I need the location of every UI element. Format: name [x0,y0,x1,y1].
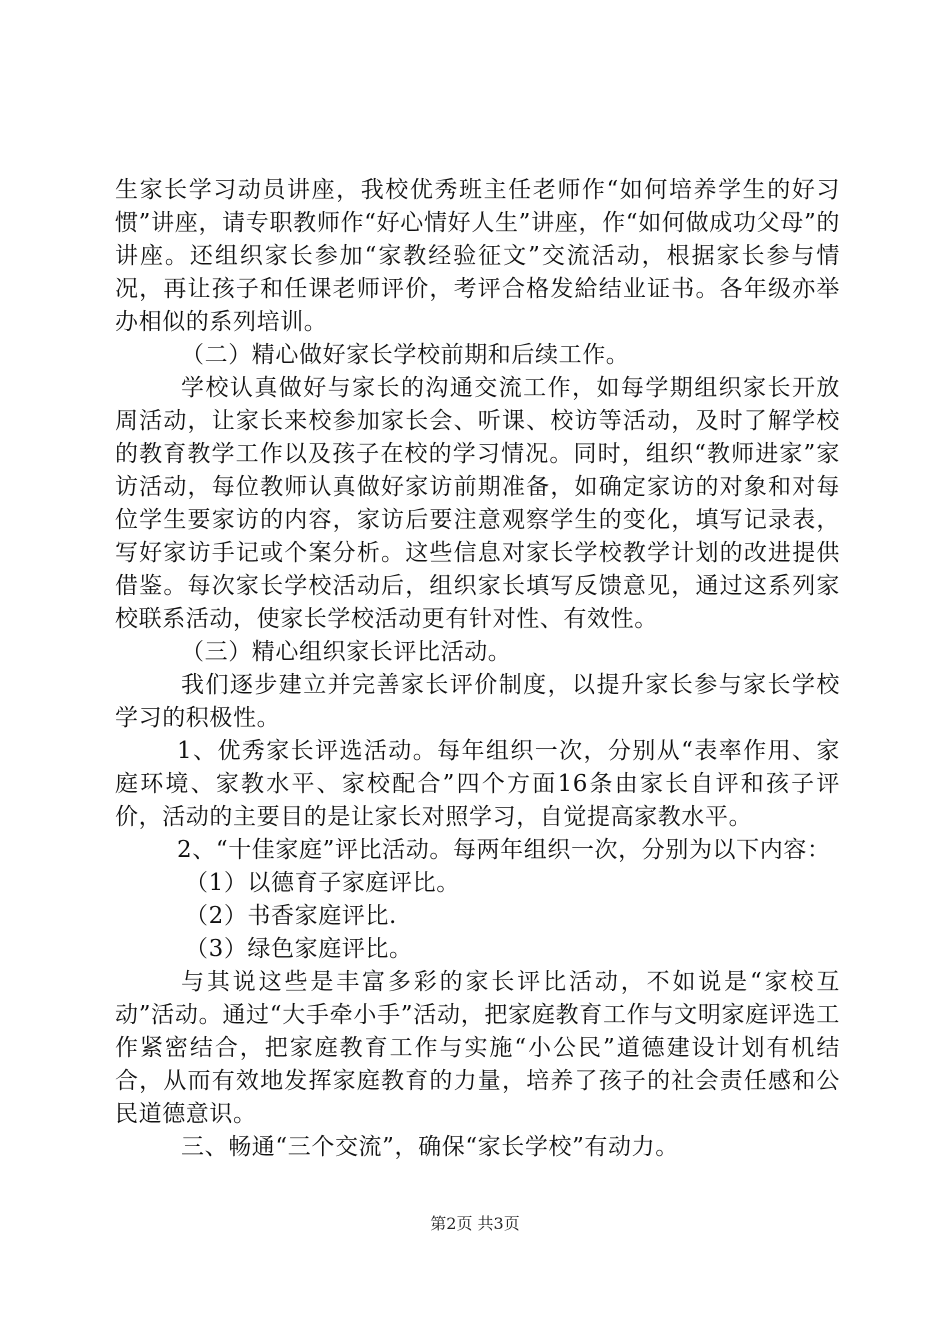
paragraph-item-2: 2、“十佳家庭”评比活动。每两年组织一次，分别为以下内容： [177,837,831,863]
paragraph-item-1: 1、优秀家长评选活动。每年组织一次，分别从“表率作用、家庭环境、家教水平、家校配合”四个方面16条由家长自评和孩子评价，活动的主要目的是让家长对照学习，自觉提高家教水平。 [115,738,840,830]
section-heading-2: （二）精心做好家长学校前期和后续工作。 [181,342,630,368]
list-item-2: （2）书香家庭评比. [185,903,397,929]
section-heading-3: （三）精心组织家长评比活动。 [181,639,512,665]
paragraph-communication: 学校认真做好与家长的沟通交流工作，如每学期组织家长开放周活动，让家长来校参加家长会、听课、校访等活动，及时了解学校的教育教学工作以及孩子在校的学习情况。同时，组织“教师进家”家访活动，每位教师认真做好家访前期准备，如确定家访的对象和对每位学生要家访的内容，家访后要注意观察学生的变化，填写记录表，写好家访手记或个案分析。这些信息对家长学校教学计划的改进提供借鉴。每次家长学校活动后，组织家长填写反馈意见，通过这系列家校联系活动，使家长学校活动更有针对性、有效性。 [115,375,840,632]
list-item-3: （3）绿色家庭评比。 [185,936,413,962]
paragraph-evaluation-system: 我们逐步建立并完善家长评价制度，以提升家长参与家长学校学习的积极性。 [115,672,840,731]
paragraph-interaction: 与其说这些是丰富多彩的家长评比活动，不如说是“家校互动”活动。通过“大手牵小手”活动，把家庭教育工作与文明家庭评选工作紧密结合，把家庭教育工作与实施“小公民”道德建设计划有机结合，从而有效地发挥家庭教育的力量，培养了孩子的社会责任感和公民道德意识。 [115,969,840,1127]
paragraph-continuation: 生家长学习动员讲座，我校优秀班主任老师作“如何培养学生的好习惯”讲座，请专职教师作“好心情好人生”讲座，作“如何做成功父母”的讲座。还组织家长参加“家教经验征文”交流活动，根据家长参与情况，再让孩子和任课老师评价，考评合格发給结业证书。各年级亦举办相似的系列培训。 [115,177,840,335]
page-number-footer: 第2页 共3页 [430,1214,520,1233]
list-item-1: （1）以德育子家庭评比。 [185,870,460,896]
document-body [115,174,840,1164]
section-heading-three: 三、畅通“三个交流”，确保“家长学校”有动力。 [181,1134,679,1160]
